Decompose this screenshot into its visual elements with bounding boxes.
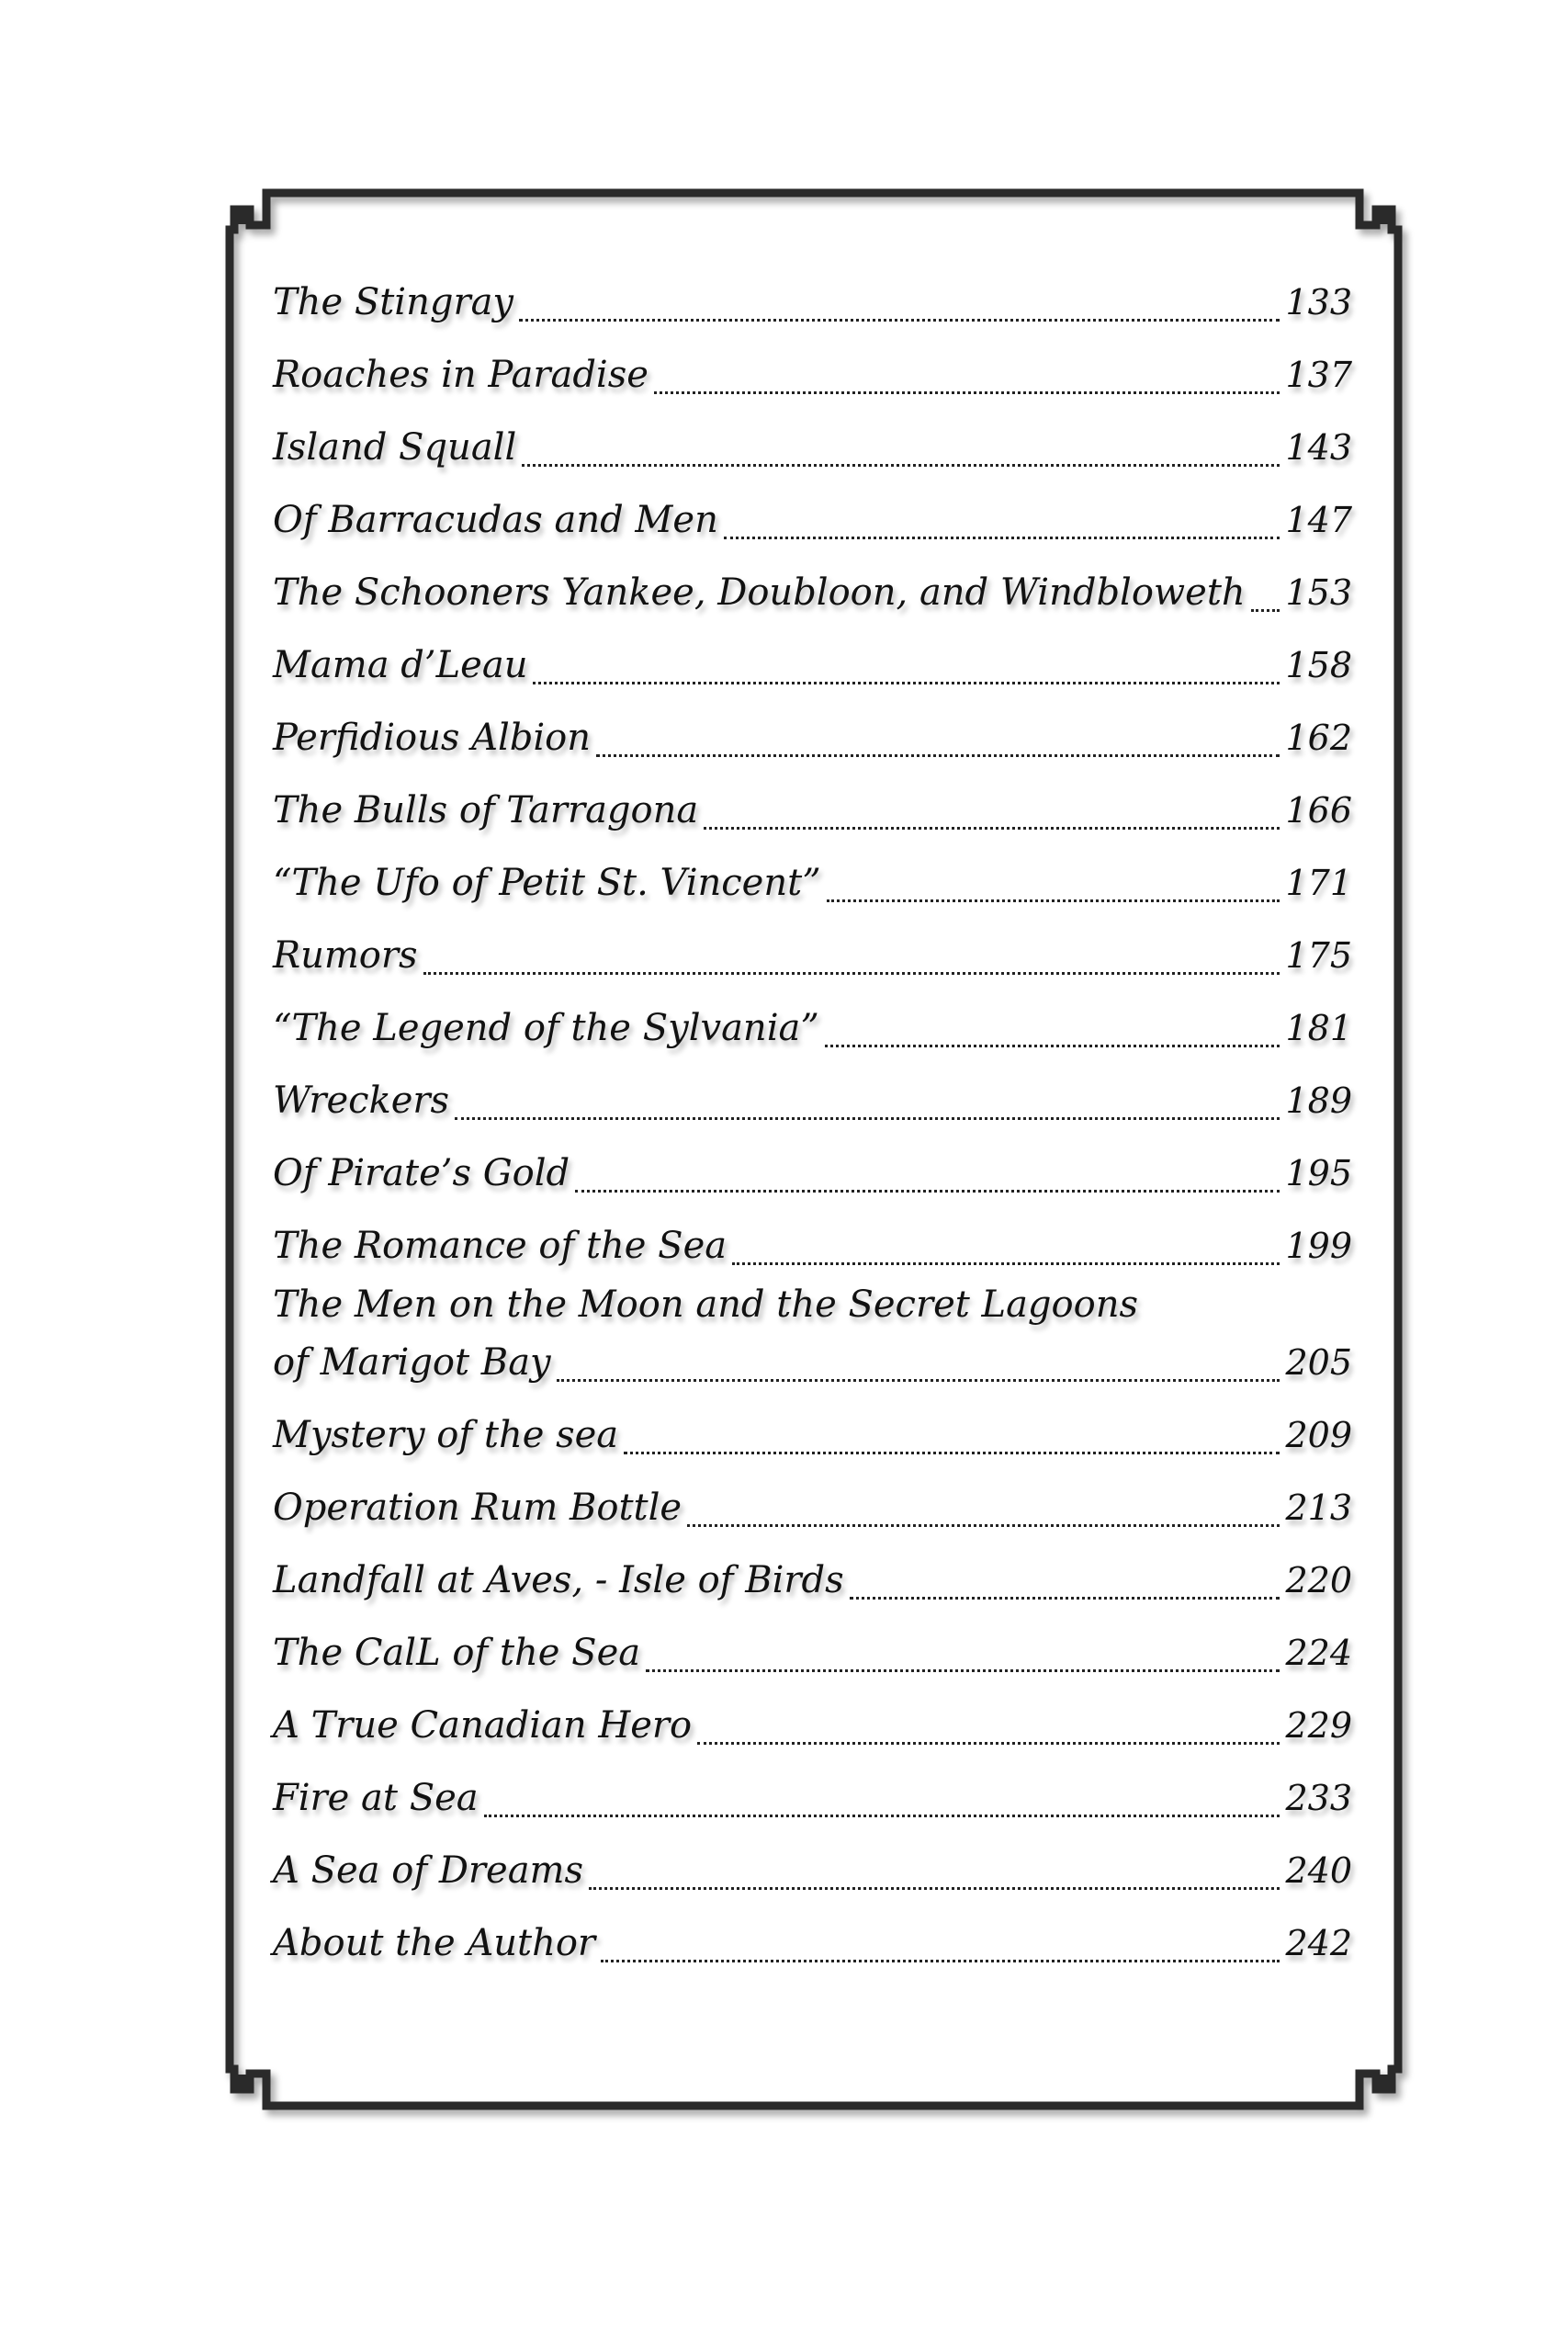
toc-entry-page: 220 — [1285, 1560, 1352, 1600]
toc-entry-page: 242 — [1285, 1923, 1352, 1963]
toc-entry-page: 199 — [1285, 1226, 1352, 1266]
toc-entry-title: “The Legend of the Sylvania” — [273, 1007, 819, 1049]
toc-entry-page: 240 — [1285, 1850, 1352, 1891]
dot-leader — [827, 899, 1280, 902]
toc-entry-mama-dleau[interactable] — [273, 629, 1352, 702]
toc-entry-title: Wreckers — [273, 1080, 450, 1122]
dot-leader — [533, 682, 1280, 684]
frame-corner-top-left-icon — [230, 193, 276, 253]
dot-leader — [557, 1379, 1280, 1382]
dot-leader — [484, 1815, 1280, 1817]
toc-entry-title-line2: of Marigot Bay — [273, 1341, 551, 1384]
toc-entry-page: 189 — [1285, 1080, 1352, 1121]
toc-entry-the-ufo-of-petit-st-vincent[interactable] — [273, 847, 1352, 920]
table-of-contents — [273, 266, 1352, 1980]
dot-leader — [654, 391, 1280, 394]
toc-entry-the-men-on-the-moon[interactable] — [273, 1283, 1352, 1399]
toc-entry-title: Roaches in Paradise — [273, 354, 649, 396]
dot-leader — [423, 972, 1280, 975]
toc-entry-page: 213 — [1285, 1487, 1352, 1528]
toc-entry-page: 195 — [1285, 1153, 1352, 1193]
toc-entry-title: Rumors — [273, 934, 418, 977]
toc-entry-title: Operation Rum Bottle — [273, 1487, 682, 1529]
dot-leader — [575, 1190, 1280, 1193]
dot-leader — [646, 1669, 1280, 1672]
toc-entry-of-barracudas-and-men[interactable] — [273, 484, 1352, 557]
dot-leader — [697, 1742, 1280, 1745]
toc-entry-the-stingray[interactable] — [273, 266, 1352, 339]
toc-entry-rumors[interactable] — [273, 920, 1352, 992]
toc-entry-page: 209 — [1285, 1415, 1352, 1455]
dot-leader — [624, 1452, 1280, 1454]
toc-entry-page: 171 — [1285, 863, 1352, 903]
toc-entry-the-call-of-the-sea[interactable] — [273, 1617, 1352, 1690]
toc-entry-the-bulls-of-tarragona[interactable] — [273, 775, 1352, 847]
toc-entry-a-sea-of-dreams[interactable] — [273, 1835, 1352, 1907]
toc-entry-title: The Bulls of Tarragona — [273, 789, 699, 831]
toc-entry-the-schooners[interactable] — [273, 557, 1352, 629]
toc-entry-mystery-of-the-sea[interactable] — [273, 1399, 1352, 1472]
toc-entry-title: Of Barracudas and Men — [273, 499, 718, 541]
dot-leader — [724, 537, 1280, 539]
toc-entry-fire-at-sea[interactable] — [273, 1762, 1352, 1835]
toc-entry-page: 137 — [1285, 355, 1352, 395]
frame-corner-bottom-right-icon — [1350, 2049, 1398, 2106]
toc-entry-of-pirates-gold[interactable] — [273, 1137, 1352, 1210]
toc-entry-title: Mama d’Leau — [273, 644, 528, 686]
dot-leader — [601, 1960, 1280, 1962]
toc-entry-page: 143 — [1285, 427, 1352, 468]
toc-entry-title: About the Author — [273, 1922, 596, 1964]
dot-leader — [704, 827, 1280, 830]
toc-entry-page: 166 — [1285, 790, 1352, 831]
dot-leader — [825, 1045, 1280, 1047]
dot-leader — [850, 1597, 1280, 1600]
toc-entry-page: 233 — [1285, 1778, 1352, 1818]
frame-corner-top-right-icon — [1350, 193, 1398, 253]
toc-entry-roaches-in-paradise[interactable] — [273, 339, 1352, 412]
toc-entry-the-legend-of-the-sylvania[interactable] — [273, 992, 1352, 1065]
dot-leader — [519, 319, 1280, 322]
toc-entry-second-line — [273, 1327, 1352, 1399]
toc-entry-title: A True Canadian Hero — [273, 1704, 693, 1747]
toc-entry-about-the-author[interactable] — [273, 1907, 1352, 1980]
toc-entry-title: The Romance of the Sea — [273, 1225, 728, 1267]
toc-entry-page: 224 — [1285, 1633, 1352, 1673]
dot-leader — [589, 1887, 1280, 1890]
toc-entry-the-romance-of-the-sea[interactable] — [273, 1210, 1352, 1283]
toc-entry-page: 205 — [1285, 1342, 1352, 1383]
toc-entry-title: Landfall at Aves, - Isle of Birds — [273, 1559, 844, 1601]
toc-entry-title: Perfidious Albion — [273, 717, 591, 759]
toc-entry-title: Of Pirate’s Gold — [273, 1152, 570, 1194]
dot-leader — [1251, 609, 1280, 612]
toc-entry-page: 181 — [1285, 1008, 1352, 1048]
toc-entry-title: A Sea of Dreams — [273, 1849, 584, 1892]
toc-entry-title-line1: The Men on the Moon and the Secret Lagoons — [273, 1283, 1138, 1326]
toc-entry-title: The Schooners Yankee, Doubloon, and Windbloweth — [273, 571, 1246, 614]
toc-entry-page: 175 — [1285, 935, 1352, 976]
frame-corner-bottom-left-icon — [230, 2049, 276, 2106]
toc-entry-title: The CalL of the Sea — [273, 1632, 641, 1674]
toc-entry-wreckers[interactable] — [273, 1065, 1352, 1137]
toc-entry-a-true-canadian-hero[interactable] — [273, 1690, 1352, 1762]
toc-entry-page: 147 — [1285, 500, 1352, 540]
toc-entry-page: 162 — [1285, 718, 1352, 758]
toc-entry-island-squall[interactable] — [273, 412, 1352, 484]
toc-entry-title: “The Ufo of Petit St. Vincent” — [273, 862, 821, 904]
toc-entry-page: 229 — [1285, 1705, 1352, 1746]
toc-entry-landfall-at-aves[interactable] — [273, 1544, 1352, 1617]
dot-leader — [687, 1524, 1280, 1527]
toc-entry-page: 153 — [1285, 572, 1352, 613]
toc-entry-title: Fire at Sea — [273, 1777, 479, 1819]
dot-leader — [522, 464, 1280, 467]
dot-leader — [455, 1117, 1280, 1120]
dot-leader — [596, 754, 1280, 757]
dot-leader — [732, 1262, 1280, 1265]
toc-entry-title: Mystery of the sea — [273, 1414, 619, 1456]
toc-entry-perfidious-albion[interactable] — [273, 702, 1352, 775]
toc-entry-title: Island Squall — [273, 426, 517, 469]
toc-entry-page: 133 — [1285, 282, 1352, 322]
toc-entry-operation-rum-bottle[interactable] — [273, 1472, 1352, 1544]
toc-entry-page: 158 — [1285, 645, 1352, 685]
toc-entry-title: The Stingray — [273, 281, 514, 323]
